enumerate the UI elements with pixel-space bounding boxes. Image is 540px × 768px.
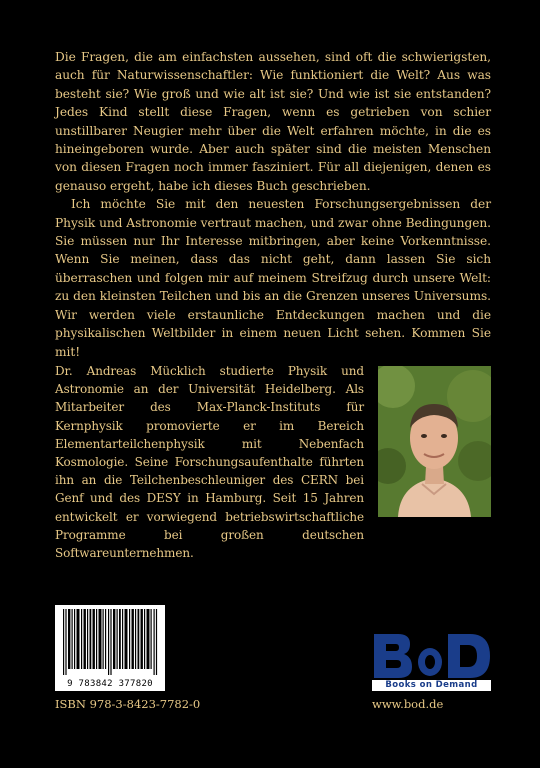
- blurb-paragraph-2: Ich möchte Sie mit den neuesten Forschungsergebnissen der Physik und Astronomie vertraut machen, und zwar ohne Bedingungen. Sie müssen nur Ihr Interesse mitbringen, aber keine Vorkenntnisse. Wenn Sie meinen, dass das nicht geht, dann lassen Sie sich überraschen und folgen mir auf meinem Streifzug durch unsere Welt: zu den kleinsten Teilchen und bis an die Grenzen unseres Universums. Wir werden viele erstaunliche Entdeckungen machen und die physikalischen Weltbilder in einem neuen Licht sehen. Kommen Sie mit!: [55, 197, 491, 359]
- bod-logo-mark: [372, 632, 492, 680]
- isbn-barcode: [55, 605, 165, 691]
- barcode-bars: [55, 605, 165, 681]
- author-bio: Dr. Andreas Mücklich studierte Physik und Astronomie an der Universität Heidelberg. Als Mitarbeiter des Max-Planck-Instituts für Kernphysik promovierte er im Bereich Elementarteilchenphysik mit Nebenfach Kosmologie. Seine Forschungsaufenthalte führten ihn an die Teilchenbeschleuniger des CERN bei Genf und des DESY in Hamburg. Seit 15 Jahren entwickelt er vorwiegend betriebswirtschaftliche Programme bei großen deutschen Softwareunternehmen.: [55, 364, 364, 561]
- blurb-paragraph-1: Die Fragen, die am einfachsten aussehen, sind oft die schwierigsten, auch für Naturwissenschaftler: Wie funktioniert die Welt? Aus was besteht sie? Wie groß und wie alt ist sie? Und wie ist sie entstanden? Jedes Kind stellt diese Fragen, wenn es getrieben von schier unstillbarer Neugier mehr über die Welt erfahren möchte, in die es hineingeboren wurde. Aber auch später sind die meisten Menschen von diesen Fragen noch immer fasziniert. Für all diejenigen, denen es genauso ergeht, habe ich dieses Buch geschrieben.: [55, 50, 491, 193]
- publisher-tagline: Books on Demand: [372, 680, 491, 691]
- publisher-url[interactable]: www.bod.de: [372, 697, 444, 711]
- author-photo: [378, 366, 491, 517]
- isbn-number: ISBN 978-3-8423-7782-0: [55, 697, 201, 711]
- author-portrait-illustration: [378, 366, 491, 517]
- barcode-digits: 9 783842 377820: [67, 679, 153, 689]
- book-blurb: [55, 48, 491, 361]
